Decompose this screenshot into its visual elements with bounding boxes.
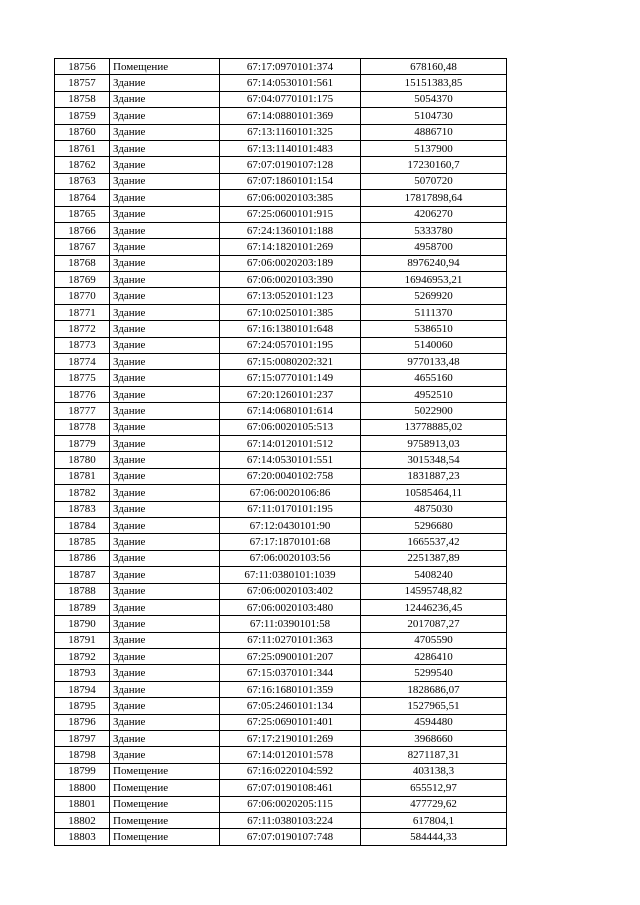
row-number-cell: 18803: [55, 829, 110, 845]
object-type-cell: Здание: [110, 370, 220, 386]
cadastral-number-cell: 67:13:0520101:123: [220, 288, 361, 304]
cadastral-number-cell: 67:24:1360101:188: [220, 222, 361, 238]
row-number-cell: 18771: [55, 304, 110, 320]
object-type-cell: Здание: [110, 75, 220, 91]
cadastral-number-cell: 67:07:1860101:154: [220, 173, 361, 189]
table-row: [55, 649, 507, 665]
table-row: [55, 140, 507, 156]
cadastral-value-cell: 584444,33: [361, 829, 507, 845]
table-row: [55, 75, 507, 91]
object-type-cell: Здание: [110, 272, 220, 288]
object-type-cell: Помещение: [110, 829, 220, 845]
cadastral-number-cell: 67:25:0900101:207: [220, 649, 361, 665]
table-row: [55, 190, 507, 206]
cadastral-number-cell: 67:14:0530101:551: [220, 452, 361, 468]
table-row: [55, 796, 507, 812]
cadastral-value-cell: 17817898,64: [361, 190, 507, 206]
object-type-cell: Здание: [110, 485, 220, 501]
row-number-cell: 18786: [55, 550, 110, 566]
cadastral-number-cell: 67:06:0020103:56: [220, 550, 361, 566]
cadastral-number-cell: 67:24:0570101:195: [220, 337, 361, 353]
row-number-cell: 18773: [55, 337, 110, 353]
table-row: [55, 435, 507, 451]
object-type-cell: Здание: [110, 124, 220, 140]
cadastral-value-cell: 5070720: [361, 173, 507, 189]
object-type-cell: Здание: [110, 206, 220, 222]
cadastral-number-cell: 67:15:0080202:321: [220, 354, 361, 370]
row-number-cell: 18757: [55, 75, 110, 91]
cadastral-value-cell: 4705590: [361, 632, 507, 648]
cadastral-value-cell: 5333780: [361, 222, 507, 238]
row-number-cell: 18784: [55, 517, 110, 533]
object-type-cell: Здание: [110, 91, 220, 107]
table-row: [55, 288, 507, 304]
cadastral-number-cell: 67:06:0020106:86: [220, 485, 361, 501]
row-number-cell: 18776: [55, 386, 110, 402]
cadastral-number-cell: 67:13:1140101:483: [220, 140, 361, 156]
table-row: [55, 206, 507, 222]
cadastral-number-cell: 67:12:0430101:90: [220, 517, 361, 533]
cadastral-number-cell: 67:14:1820101:269: [220, 239, 361, 255]
table-row: [55, 681, 507, 697]
cadastral-value-cell: 16946953,21: [361, 272, 507, 288]
table-row: [55, 239, 507, 255]
table-row: [55, 321, 507, 337]
cadastral-value-cell: 4952510: [361, 386, 507, 402]
row-number-cell: 18765: [55, 206, 110, 222]
cadastral-number-cell: 67:06:0020203:189: [220, 255, 361, 271]
cadastral-value-cell: 12446236,45: [361, 599, 507, 615]
row-number-cell: 18796: [55, 714, 110, 730]
object-type-cell: Здание: [110, 665, 220, 681]
cadastral-number-cell: 67:05:2460101:134: [220, 698, 361, 714]
cadastral-value-cell: 14595748,82: [361, 583, 507, 599]
object-type-cell: Здание: [110, 435, 220, 451]
row-number-cell: 18787: [55, 567, 110, 583]
cadastral-value-cell: 9758913,03: [361, 435, 507, 451]
cadastral-value-cell: 4655160: [361, 370, 507, 386]
object-type-cell: Здание: [110, 632, 220, 648]
table-row: [55, 517, 507, 533]
object-type-cell: Здание: [110, 386, 220, 402]
table-row: [55, 829, 507, 845]
cadastral-number-cell: 67:06:0020103:480: [220, 599, 361, 615]
cadastral-value-cell: 678160,48: [361, 59, 507, 75]
row-number-cell: 18794: [55, 681, 110, 697]
cadastral-value-cell: 4886710: [361, 124, 507, 140]
cadastral-number-cell: 67:11:0390101:58: [220, 616, 361, 632]
cadastral-value-cell: 617804,1: [361, 812, 507, 828]
cadastral-value-cell: 5022900: [361, 403, 507, 419]
cadastral-value-cell: 1831887,23: [361, 468, 507, 484]
cadastral-value-cell: 5137900: [361, 140, 507, 156]
cadastral-value-cell: 5296680: [361, 517, 507, 533]
table-row: [55, 386, 507, 402]
cadastral-value-cell: 5269920: [361, 288, 507, 304]
row-number-cell: 18789: [55, 599, 110, 615]
row-number-cell: 18772: [55, 321, 110, 337]
row-number-cell: 18802: [55, 812, 110, 828]
cadastral-value-cell: 1828686,07: [361, 681, 507, 697]
cadastral-number-cell: 67:06:0020103:390: [220, 272, 361, 288]
row-number-cell: 18758: [55, 91, 110, 107]
cadastral-number-cell: 67:15:0370101:344: [220, 665, 361, 681]
cadastral-number-cell: 67:25:0600101:915: [220, 206, 361, 222]
row-number-cell: 18767: [55, 239, 110, 255]
object-type-cell: Здание: [110, 419, 220, 435]
row-number-cell: 18762: [55, 157, 110, 173]
cadastral-number-cell: 67:11:0380101:1039: [220, 567, 361, 583]
cadastral-value-cell: 5386510: [361, 321, 507, 337]
object-type-cell: Здание: [110, 550, 220, 566]
cadastral-number-cell: 67:25:0690101:401: [220, 714, 361, 730]
table-row: [55, 59, 507, 75]
cadastral-value-cell: 4875030: [361, 501, 507, 517]
cadastral-value-cell: 4958700: [361, 239, 507, 255]
row-number-cell: 18761: [55, 140, 110, 156]
row-number-cell: 18763: [55, 173, 110, 189]
cadastral-number-cell: 67:20:1260101:237: [220, 386, 361, 402]
cadastral-number-cell: 67:11:0170101:195: [220, 501, 361, 517]
row-number-cell: 18797: [55, 731, 110, 747]
table-row: [55, 337, 507, 353]
row-number-cell: 18779: [55, 435, 110, 451]
object-type-cell: Здание: [110, 649, 220, 665]
row-number-cell: 18801: [55, 796, 110, 812]
registry-table: [54, 58, 507, 846]
cadastral-number-cell: 67:07:0190107:748: [220, 829, 361, 845]
cadastral-number-cell: 67:14:0530101:561: [220, 75, 361, 91]
cadastral-value-cell: 8976240,94: [361, 255, 507, 271]
cadastral-value-cell: 2017087,27: [361, 616, 507, 632]
object-type-cell: Помещение: [110, 59, 220, 75]
row-number-cell: 18791: [55, 632, 110, 648]
object-type-cell: Здание: [110, 452, 220, 468]
object-type-cell: Здание: [110, 173, 220, 189]
table-row: [55, 108, 507, 124]
cadastral-value-cell: 5054370: [361, 91, 507, 107]
object-type-cell: Здание: [110, 567, 220, 583]
object-type-cell: Помещение: [110, 780, 220, 796]
row-number-cell: 18766: [55, 222, 110, 238]
object-type-cell: Здание: [110, 321, 220, 337]
table-row: [55, 124, 507, 140]
cadastral-number-cell: 67:17:2190101:269: [220, 731, 361, 747]
cadastral-number-cell: 67:10:0250101:385: [220, 304, 361, 320]
cadastral-number-cell: 67:14:0680101:614: [220, 403, 361, 419]
row-number-cell: 18778: [55, 419, 110, 435]
table-row: [55, 173, 507, 189]
row-number-cell: 18799: [55, 763, 110, 779]
cadastral-number-cell: 67:07:0190108:461: [220, 780, 361, 796]
cadastral-value-cell: 13778885,02: [361, 419, 507, 435]
object-type-cell: Здание: [110, 304, 220, 320]
cadastral-value-cell: 5299540: [361, 665, 507, 681]
table-row: [55, 747, 507, 763]
row-number-cell: 18790: [55, 616, 110, 632]
cadastral-value-cell: 17230160,7: [361, 157, 507, 173]
cadastral-value-cell: 3015348,54: [361, 452, 507, 468]
object-type-cell: Здание: [110, 108, 220, 124]
cadastral-number-cell: 67:17:0970101:374: [220, 59, 361, 75]
object-type-cell: Здание: [110, 583, 220, 599]
table-row: [55, 403, 507, 419]
table-row: [55, 468, 507, 484]
object-type-cell: Здание: [110, 501, 220, 517]
table-row: [55, 550, 507, 566]
row-number-cell: 18775: [55, 370, 110, 386]
table-row: [55, 698, 507, 714]
cadastral-number-cell: 67:17:1870101:68: [220, 534, 361, 550]
row-number-cell: 18768: [55, 255, 110, 271]
object-type-cell: Здание: [110, 255, 220, 271]
table-row: [55, 272, 507, 288]
object-type-cell: Здание: [110, 698, 220, 714]
cadastral-number-cell: 67:16:1380101:648: [220, 321, 361, 337]
cadastral-value-cell: 5111370: [361, 304, 507, 320]
cadastral-number-cell: 67:06:0020105:513: [220, 419, 361, 435]
cadastral-value-cell: 655512,97: [361, 780, 507, 796]
object-type-cell: Здание: [110, 747, 220, 763]
table-row: [55, 91, 507, 107]
object-type-cell: Здание: [110, 468, 220, 484]
cadastral-value-cell: 9770133,48: [361, 354, 507, 370]
cadastral-number-cell: 67:15:0770101:149: [220, 370, 361, 386]
table-row: [55, 714, 507, 730]
cadastral-number-cell: 67:14:0120101:512: [220, 435, 361, 451]
row-number-cell: 18785: [55, 534, 110, 550]
table-row: [55, 534, 507, 550]
cadastral-number-cell: 67:06:0020103:402: [220, 583, 361, 599]
cadastral-value-cell: 477729,62: [361, 796, 507, 812]
cadastral-number-cell: 67:13:1160101:325: [220, 124, 361, 140]
object-type-cell: Здание: [110, 681, 220, 697]
table-row: [55, 567, 507, 583]
object-type-cell: Здание: [110, 157, 220, 173]
table-row: [55, 222, 507, 238]
cadastral-number-cell: 67:11:0270101:363: [220, 632, 361, 648]
row-number-cell: 18792: [55, 649, 110, 665]
object-type-cell: Помещение: [110, 763, 220, 779]
table-row: [55, 304, 507, 320]
cadastral-value-cell: 1665537,42: [361, 534, 507, 550]
object-type-cell: Здание: [110, 222, 220, 238]
row-number-cell: 18770: [55, 288, 110, 304]
table-row: [55, 354, 507, 370]
row-number-cell: 18756: [55, 59, 110, 75]
row-number-cell: 18800: [55, 780, 110, 796]
row-number-cell: 18759: [55, 108, 110, 124]
registry-table-body: [55, 59, 507, 846]
table-row: [55, 599, 507, 615]
cadastral-number-cell: 67:07:0190107:128: [220, 157, 361, 173]
row-number-cell: 18769: [55, 272, 110, 288]
table-row: [55, 616, 507, 632]
cadastral-value-cell: 5140060: [361, 337, 507, 353]
table-row: [55, 370, 507, 386]
object-type-cell: Помещение: [110, 812, 220, 828]
object-type-cell: Здание: [110, 140, 220, 156]
table-row: [55, 452, 507, 468]
cadastral-number-cell: 67:14:0880101:369: [220, 108, 361, 124]
row-number-cell: 18774: [55, 354, 110, 370]
cadastral-number-cell: 67:06:0020205:115: [220, 796, 361, 812]
cadastral-number-cell: 67:14:0120101:578: [220, 747, 361, 763]
table-row: [55, 665, 507, 681]
object-type-cell: Помещение: [110, 796, 220, 812]
object-type-cell: Здание: [110, 403, 220, 419]
row-number-cell: 18777: [55, 403, 110, 419]
table-row: [55, 780, 507, 796]
row-number-cell: 18783: [55, 501, 110, 517]
row-number-cell: 18780: [55, 452, 110, 468]
object-type-cell: Здание: [110, 239, 220, 255]
cadastral-value-cell: 3968660: [361, 731, 507, 747]
cadastral-value-cell: 4206270: [361, 206, 507, 222]
table-row: [55, 419, 507, 435]
cadastral-number-cell: 67:04:0770101:175: [220, 91, 361, 107]
table-row: [55, 583, 507, 599]
object-type-cell: Здание: [110, 517, 220, 533]
cadastral-value-cell: 4594480: [361, 714, 507, 730]
table-row: [55, 485, 507, 501]
row-number-cell: 18788: [55, 583, 110, 599]
object-type-cell: Здание: [110, 534, 220, 550]
table-row: [55, 255, 507, 271]
cadastral-value-cell: 403138,3: [361, 763, 507, 779]
table-row: [55, 812, 507, 828]
table-row: [55, 501, 507, 517]
object-type-cell: Здание: [110, 731, 220, 747]
object-type-cell: Здание: [110, 599, 220, 615]
row-number-cell: 18798: [55, 747, 110, 763]
cadastral-value-cell: 8271187,31: [361, 747, 507, 763]
cadastral-value-cell: 4286410: [361, 649, 507, 665]
table-row: [55, 763, 507, 779]
cadastral-value-cell: 15151383,85: [361, 75, 507, 91]
cadastral-number-cell: 67:20:0040102:758: [220, 468, 361, 484]
object-type-cell: Здание: [110, 337, 220, 353]
row-number-cell: 18781: [55, 468, 110, 484]
object-type-cell: Здание: [110, 288, 220, 304]
cadastral-value-cell: 10585464,11: [361, 485, 507, 501]
cadastral-value-cell: 1527965,51: [361, 698, 507, 714]
table-row: [55, 632, 507, 648]
row-number-cell: 18760: [55, 124, 110, 140]
object-type-cell: Здание: [110, 616, 220, 632]
row-number-cell: 18782: [55, 485, 110, 501]
object-type-cell: Здание: [110, 714, 220, 730]
cadastral-value-cell: 2251387,89: [361, 550, 507, 566]
cadastral-number-cell: 67:16:1680101:359: [220, 681, 361, 697]
cadastral-number-cell: 67:11:0380103:224: [220, 812, 361, 828]
row-number-cell: 18793: [55, 665, 110, 681]
cadastral-value-cell: 5104730: [361, 108, 507, 124]
cadastral-value-cell: 5408240: [361, 567, 507, 583]
cadastral-number-cell: 67:06:0020103:385: [220, 190, 361, 206]
object-type-cell: Здание: [110, 354, 220, 370]
object-type-cell: Здание: [110, 190, 220, 206]
row-number-cell: 18795: [55, 698, 110, 714]
table-row: [55, 731, 507, 747]
cadastral-number-cell: 67:16:0220104:592: [220, 763, 361, 779]
table-row: [55, 157, 507, 173]
row-number-cell: 18764: [55, 190, 110, 206]
